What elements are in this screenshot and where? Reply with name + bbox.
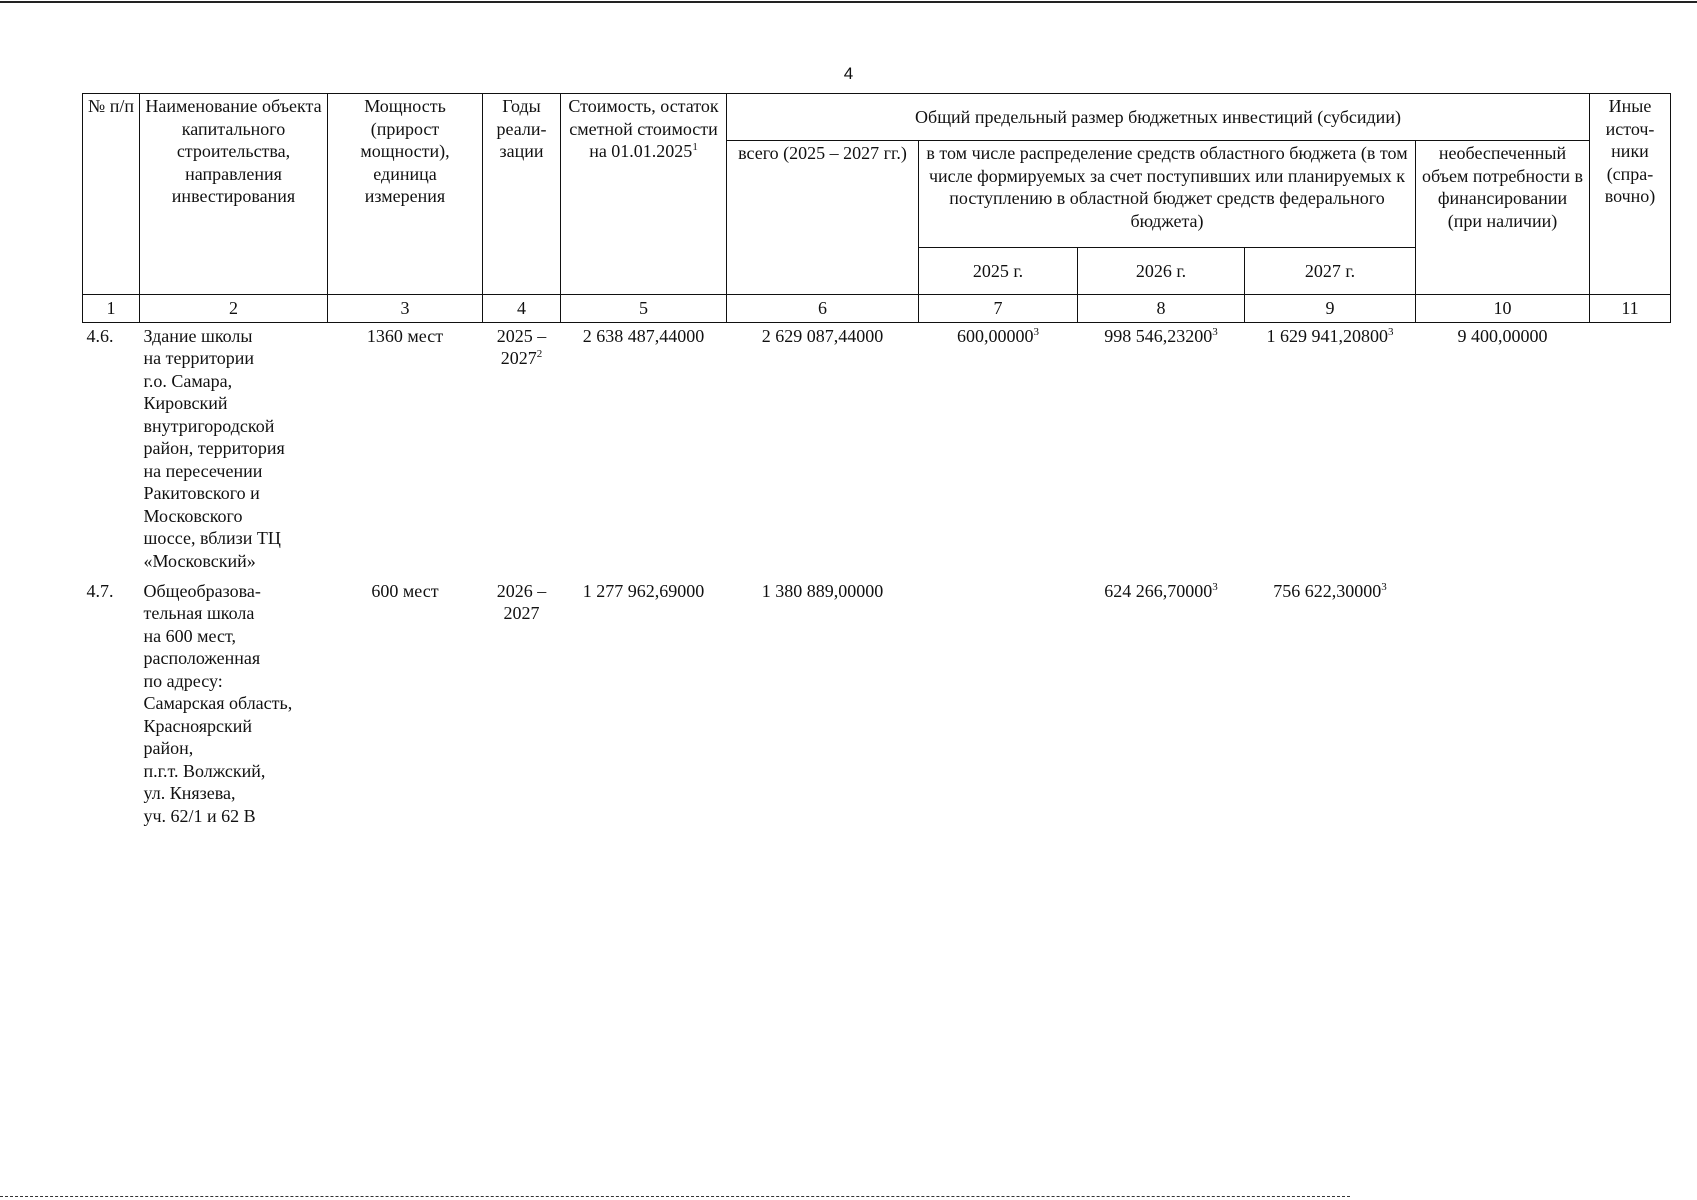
- years-start: 2026 –: [496, 580, 547, 601]
- table-header: [83, 94, 1671, 323]
- amount-2026: [1078, 322, 1245, 578]
- object-name-line: на 600 мест,: [143, 625, 236, 646]
- footnote-1-mark: 1: [692, 141, 698, 153]
- column-number: 2: [140, 295, 328, 323]
- investment-table: [82, 93, 1671, 831]
- row-number: 4.7.: [86, 580, 114, 601]
- page-number: 4: [843, 64, 854, 83]
- unfunded: 9 400,00000: [1416, 322, 1590, 578]
- table-body: [83, 322, 1671, 831]
- object-name-line: п.г.т. Волжский,: [143, 760, 266, 781]
- cost: 2 638 487,44000: [561, 322, 727, 578]
- years: [483, 322, 561, 578]
- object-name-line: на территории: [143, 348, 255, 368]
- table-row: [83, 322, 1671, 578]
- object-name-line: на пересечении: [143, 460, 263, 481]
- object-name-line: расположенная: [143, 648, 261, 668]
- header-col-num: № п/п: [83, 94, 140, 295]
- object-name-line: Ракитовского и: [143, 483, 260, 503]
- column-number: 6: [727, 295, 919, 323]
- object-name-line: внутригородской: [143, 415, 275, 436]
- other-sources: [1590, 322, 1671, 578]
- column-number: 9: [1245, 295, 1416, 323]
- years-end: [487, 347, 557, 370]
- column-number: 11: [1590, 295, 1671, 323]
- header-group-budget: Общий предельный размер бюджетных инвестиций (субсидии): [727, 94, 1590, 141]
- amount-2026: [1078, 578, 1245, 831]
- amount-2027-value: 756 622,30000: [1273, 580, 1382, 601]
- amount-2027-value: 1 629 941,20800: [1266, 325, 1388, 346]
- header-col-other: Иные источ-ники (спра-вочно): [1590, 94, 1671, 295]
- header-col-cost-text: Стоимость, остаток сметной стоимости на 01.01.2025: [568, 96, 719, 161]
- cost: 1 277 962,69000: [582, 580, 705, 601]
- object-name-line: уч. 62/1 и 62 В: [143, 805, 256, 826]
- object-name-line: Красноярский: [143, 715, 253, 736]
- years-end-value: 2027: [500, 348, 537, 368]
- total: 2 629 087,44000: [727, 322, 919, 578]
- column-number: 10: [1416, 295, 1590, 323]
- column-number: 8: [1078, 295, 1245, 323]
- amount-2025: [919, 322, 1078, 578]
- footnote-3-mark: 3: [1212, 325, 1218, 338]
- object-name-line: г.о. Самара,: [143, 370, 233, 391]
- object-name-line: Самарская область,: [143, 693, 293, 713]
- header-col-cost: [561, 94, 727, 295]
- column-number: 1: [83, 295, 140, 323]
- years: [483, 578, 561, 831]
- header-col-capacity: Мощность (прирост мощности), единица измерения: [328, 94, 483, 295]
- column-number: 4: [483, 295, 561, 323]
- amount-2027: [1245, 322, 1416, 578]
- object-name: [140, 578, 328, 831]
- header-col-total: всего (2025 – 2027 гг.): [727, 141, 919, 295]
- object-name-line: «Московский»: [143, 550, 256, 571]
- amount-2026-value: 624 266,70000: [1104, 580, 1213, 601]
- scan-edge-bottom: [0, 1196, 1350, 1197]
- header-col-2026: 2026 г.: [1078, 248, 1245, 295]
- other-sources: [1590, 578, 1671, 831]
- object-name-line: по адресу:: [143, 670, 223, 691]
- header-col-years: Годы реали-зации: [483, 94, 561, 295]
- header-col-unfunded: необеспеченный объем потребности в финансировании (при наличии): [1416, 141, 1590, 295]
- footnote-2-mark: 2: [536, 348, 543, 360]
- column-number: 7: [919, 295, 1078, 323]
- object-name-line: Московского: [143, 505, 243, 526]
- object-name-line: район,: [143, 738, 194, 758]
- table-row: [83, 578, 1671, 831]
- footnote-3-mark: 3: [1212, 580, 1218, 593]
- years-end: 2027: [503, 603, 540, 623]
- total: 1 380 889,00000: [761, 580, 884, 601]
- column-numbers-row: [83, 295, 1671, 323]
- footnote-3-mark: 3: [1033, 325, 1039, 338]
- object-name-line: Здание школы: [143, 325, 253, 346]
- amount-2026-value: 998 546,23200: [1104, 325, 1213, 346]
- object-name-line: шоссе, вблизи ТЦ: [143, 528, 281, 548]
- capacity: 1360 мест: [328, 322, 483, 578]
- header-col-2027: 2027 г.: [1245, 248, 1416, 295]
- object-name-line: Общеобразова-: [143, 580, 261, 601]
- years-start: 2025 –: [496, 325, 547, 346]
- object-name-line: тельная школа: [143, 603, 255, 623]
- row-number: 4.6.: [83, 322, 140, 578]
- column-number: 3: [328, 295, 483, 323]
- header-col-2025: 2025 г.: [919, 248, 1078, 295]
- header-col-name: Наименование объекта капитального строительства, направления инвестирования: [140, 94, 328, 295]
- object-name: [140, 322, 328, 578]
- amount-2025-value: 600,00000: [957, 325, 1034, 346]
- amount-2025: [919, 578, 1078, 831]
- scan-edge-top: [0, 1, 1697, 3]
- object-name-line: ул. Князева,: [143, 783, 236, 803]
- unfunded: [1416, 578, 1590, 831]
- column-number: 5: [561, 295, 727, 323]
- object-name-line: Кировский: [143, 393, 228, 413]
- amount-2027: [1245, 578, 1416, 831]
- footnote-3-mark: 3: [1381, 580, 1387, 593]
- object-name-line: район, территория: [143, 438, 285, 458]
- footnote-3-mark: 3: [1388, 325, 1394, 338]
- header-subgroup-regional: в том числе распределение средств областного бюджета (в том числе формируемых за счет поступивших или планируемых к поступлению в областной бюджет средств федерального бюджета): [919, 141, 1416, 248]
- capacity: 600 мест: [371, 580, 439, 601]
